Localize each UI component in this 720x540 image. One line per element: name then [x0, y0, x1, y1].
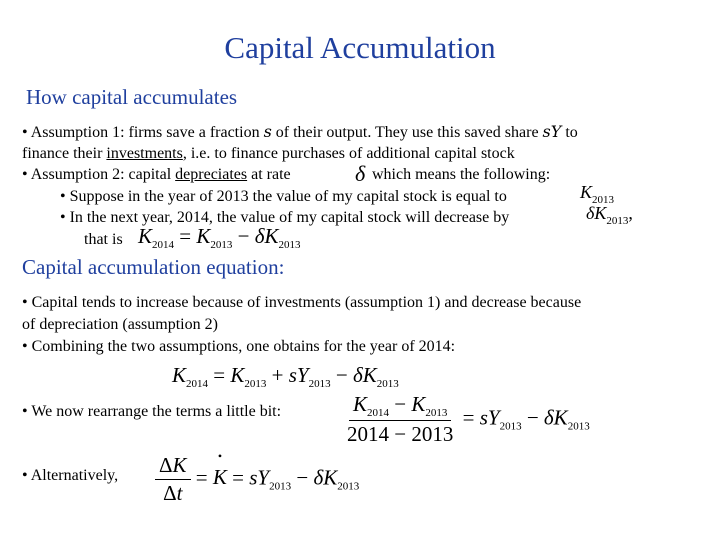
assumption-1-line-2: [22, 143, 515, 164]
rearranged-equation: $\frac{K_{2014} - K_{2013}}{2014 - 2013}$ = $sY_{2013} - \delta K_{2013}$: [343, 392, 590, 447]
assumption-1-line-1: [22, 121, 578, 143]
time-derivative-equation: $\frac{\Delta K}{\Delta t}$ = K • = $sY_{2013} - \delta K_{2013}$: [155, 453, 359, 506]
delta-symbol: δ: [355, 161, 366, 186]
assumption-1-line-2-pre: finance their: [22, 145, 107, 162]
assumption-1-text-post: to: [561, 124, 578, 141]
alternatively-bullet: • Alternatively,: [22, 467, 119, 484]
assumption-1-text-mid: of their output. They use this saved share: [271, 124, 543, 141]
that-is-label: that is: [84, 231, 123, 248]
assumption-1-line-2-post: , i.e. to finance purchases of additional capital stock: [182, 145, 515, 162]
assumption-2-line: [22, 164, 291, 185]
depreciates-link[interactable]: depreciates: [175, 166, 248, 183]
s2-line-3: • Combining the two assumptions, one obtains for the year of 2014:: [22, 338, 456, 355]
difference-quotient: $\frac{K_{2014} - K_{2013}}{2014 - 2013}$: [347, 392, 454, 446]
s2-line-1: • Capital tends to increase because of investments (assumption 1) and decrease because: [22, 294, 582, 311]
dot-accent: •: [217, 449, 223, 464]
depreciation-equation: $K_{2014} = K_{2013} - \delta K_{2013}$: [138, 224, 301, 251]
sub-bullet-suppose: • Suppose in the year of 2013 the value of my capital stock is equal to: [60, 188, 507, 205]
rearrange-bullet: • We now rearrange the terms a little bit:: [22, 403, 282, 420]
k-dot: K •: [212, 449, 227, 490]
delta-k-over-delta-t: $\frac{\Delta K}{\Delta t}$: [155, 453, 191, 506]
k-2013-inline: $K_{2013}$: [580, 182, 615, 206]
slide-title: Capital Accumulation: [224, 30, 496, 65]
section-heading-how-capital-accumulates: How capital accumulates: [26, 85, 238, 109]
assumption-2-text: • Assumption 2: capital: [22, 166, 176, 183]
assumption-2-post: which means the following:: [372, 166, 551, 183]
delta-k-2013-inline: $\delta K_{2013}$,: [586, 203, 633, 227]
investments-link[interactable]: investments: [106, 145, 183, 162]
section-heading-capital-accumulation-equation: Capital accumulation equation:: [22, 255, 285, 279]
var-s: s: [263, 122, 272, 141]
assumption-1-text: • Assumption 1: firms save a fraction: [22, 124, 264, 141]
sub-bullet-next-year: • In the next year, 2014, the value of my capital stock will decrease by: [60, 209, 510, 226]
assumption-2-mid: at rate: [247, 166, 291, 183]
capital-accumulation-equation: $K_{2014} = K_{2013} + sY_{2013} - \delta K_{2013}$: [172, 363, 399, 390]
s2-line-2: of depreciation (assumption 2): [22, 316, 218, 333]
var-sY: sY: [542, 122, 562, 141]
